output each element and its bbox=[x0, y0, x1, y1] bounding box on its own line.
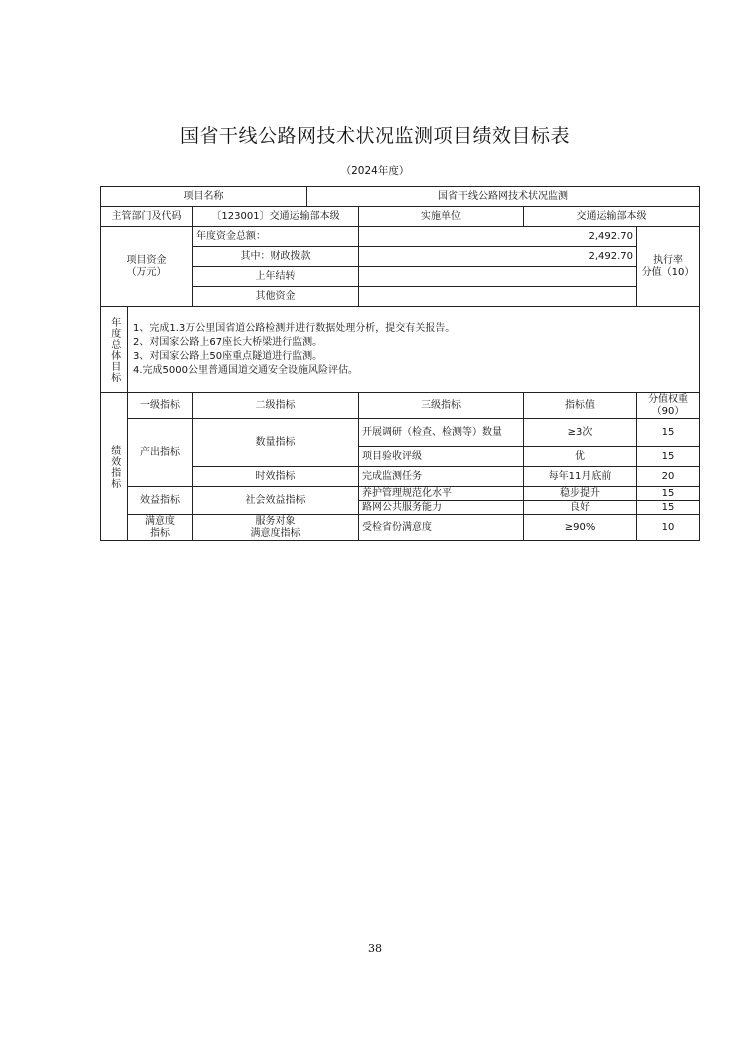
indicator-score: 20 bbox=[637, 467, 700, 487]
funds-other-value bbox=[359, 287, 637, 307]
indicator-score: 15 bbox=[637, 419, 700, 447]
service-satisfaction-label: 服务对象 满意度指标 bbox=[193, 515, 359, 541]
funds-fiscal-label: 其中：财政拨款 bbox=[193, 247, 359, 267]
goal-item: 1、完成1.3万公里国省道公路检测并进行数据处理分析，提交有关报告。 bbox=[133, 322, 456, 334]
funds-other-label: 其他资金 bbox=[193, 287, 359, 307]
indicator-name: 养护管理规范化水平 bbox=[359, 487, 524, 501]
timeliness-indicator-label: 时效指标 bbox=[193, 467, 359, 487]
indicator-score: 15 bbox=[637, 447, 700, 467]
quantity-indicator-label: 数量指标 bbox=[193, 419, 359, 467]
table-row bbox=[101, 515, 700, 541]
funds-total-label: 年度资金总额： bbox=[193, 227, 359, 247]
table-row bbox=[101, 419, 700, 447]
goal-item: 3、对国家公路上50座重点隧道进行监测。 bbox=[133, 350, 323, 362]
project-name-row bbox=[101, 187, 700, 207]
year-subtitle: （2024年度） bbox=[340, 165, 410, 177]
indicator-name: 受检省份满意度 bbox=[359, 515, 524, 541]
header-level1: 一级指标 bbox=[128, 393, 193, 419]
indicator-name: 项目验收评级 bbox=[359, 447, 524, 467]
project-name-label: 项目名称 bbox=[101, 187, 307, 207]
indicator-header-row bbox=[101, 393, 700, 419]
indicator-value: 每年11月底前 bbox=[524, 467, 637, 487]
indicator-score: 10 bbox=[637, 515, 700, 541]
indicator-score: 15 bbox=[637, 487, 700, 501]
output-indicator-label: 产出指标 bbox=[128, 419, 193, 487]
impl-unit-value: 交通运输部本级 bbox=[524, 207, 700, 227]
header-weight: 分值权重 （90） bbox=[637, 393, 700, 419]
funds-label: 项目资金 （万元） bbox=[101, 227, 193, 307]
funds-row-total bbox=[101, 227, 700, 247]
performance-table bbox=[100, 186, 700, 541]
indicator-value: 优 bbox=[524, 447, 637, 467]
page-number: 38 bbox=[368, 942, 382, 955]
funds-fiscal-value: 2,492.70 bbox=[359, 247, 637, 267]
dept-value: 〔123001〕交通运输部本级 bbox=[193, 207, 359, 227]
header-level2: 二级指标 bbox=[193, 393, 359, 419]
indicator-name: 路网公共服务能力 bbox=[359, 501, 524, 515]
annual-goal-content bbox=[128, 307, 700, 393]
social-benefit-label: 社会效益指标 bbox=[193, 487, 359, 515]
indicator-value: 稳步提升 bbox=[524, 487, 637, 501]
page-title: 国省干线公路网技术状况监测项目绩效目标表 bbox=[179, 125, 570, 147]
project-name-value: 国省干线公路网技术状况监测 bbox=[307, 187, 700, 207]
indicator-name: 完成监测任务 bbox=[359, 467, 524, 487]
annual-goal-label: 年度总体目标 bbox=[101, 307, 128, 393]
header-level3: 三级指标 bbox=[359, 393, 524, 419]
indicator-name: 开展调研（检查、检测等）数量 bbox=[359, 419, 524, 447]
header-value: 指标值 bbox=[524, 393, 637, 419]
goal-item: 2、对国家公路上67座长大桥梁进行监测。 bbox=[133, 336, 323, 348]
funds-carryover-label: 上年结转 bbox=[193, 267, 359, 287]
dept-row bbox=[101, 207, 700, 227]
indicator-score: 15 bbox=[637, 501, 700, 515]
funds-carryover-value bbox=[359, 267, 637, 287]
table-row bbox=[101, 487, 700, 501]
goal-item: 4.完成5000公里普通国道交通安全设施风险评估。 bbox=[133, 364, 358, 376]
annual-goal-row bbox=[101, 307, 700, 393]
indicator-value: ≥3次 bbox=[524, 419, 637, 447]
benefit-indicator-label: 效益指标 bbox=[128, 487, 193, 515]
impl-unit-label: 实施单位 bbox=[359, 207, 524, 227]
indicator-value: ≥90% bbox=[524, 515, 637, 541]
execution-rate-label: 执行率 分值（10） bbox=[637, 227, 700, 307]
dept-label: 主管部门及代码 bbox=[101, 207, 193, 227]
indicators-label: 绩效指标 bbox=[101, 393, 128, 541]
indicator-value: 良好 bbox=[524, 501, 637, 515]
funds-total-value: 2,492.70 bbox=[359, 227, 637, 247]
satisfaction-indicator-label: 满意度 指标 bbox=[128, 515, 193, 541]
